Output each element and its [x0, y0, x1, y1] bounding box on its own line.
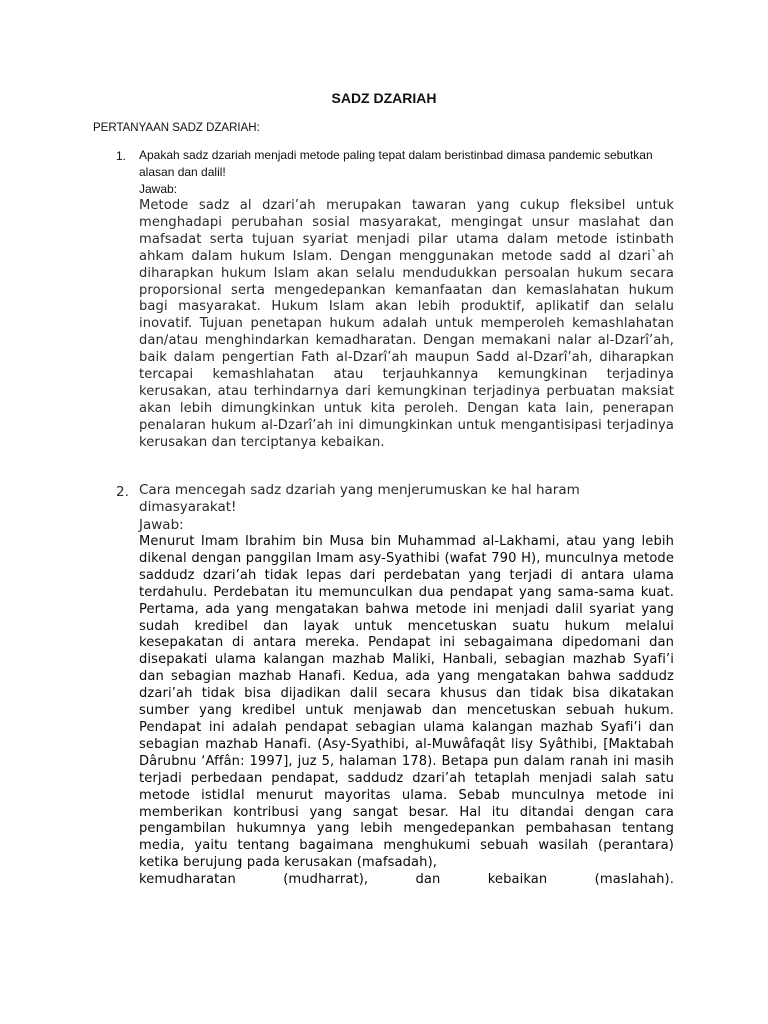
question-1-text: Apakah sadz dzariah menjadi metode paling tepat dalam beristinbad dimasa pandemic sebutkan alasan dan dalil!	[139, 148, 653, 179]
answer-2-body: Menurut Imam Ibrahim bin Musa bin Muhammad al-Lakhami, atau yang lebih dikenal dengan panggilan Imam asy-Syathibi (wafat 790 H), munculnya metode saddudz dzari’ah tidak lepas dari perdebatan yang terjadi di antara ulama terdahulu. Perdebatan itu memunculkan dua pendapat yang sama-sama kuat. Pertama, ada yang mengatakan bahwa metode ini menjadi dalil syariat yang sudah kredibel dan layak untuk mencetuskan suatu hukum melalui kesepakatan di antara mereka. Pendapat ini sebagaimana dipedomani dan disepakati ulama kalangan mazhab Maliki, Hanbali, sebagian mazhab Syafi’i dan sebagian mazhab Hanafi. Kedua, ada yang mengatakan bahwa saddudz dzari’ah tidak bisa dijadikan dalil secara khusus dan tidak bisa dikatakan sumber yang kredibel untuk menjawab dan mencetuskan sebuah hukum. Pendapat ini adalah pendapat sebagian ulama kalangan mazhab Syafi’i dan sebagian mazhab Hanafi. (Asy-Syathibi, al-Muwâfaqât lisy Syâthibi, [Maktabah Dârubnu ‘Affân: 1997], juz 5, halaman 178). Betapa pun dalam ranah ini masih terjadi perbedaan pendapat, saddudz dzari’ah tetaplah menjadi salah satu metode istidlal menurut mayoritas ulama. Sebab munculnya metode ini memberikan kontribusi yang sangat besar. Hal itu ditandai dengan cara pengambilan hukumnya yang lebih mengedepankan pembahasan tentang media, yaitu tentang bagaimana menghukumi sebuah wasilah (perantara) ketika berujung pada kerusakan (mafsadah),	[139, 534, 674, 871]
answer-2-label: Jawab:	[139, 517, 184, 533]
answer-2-paragraph	[139, 534, 674, 889]
question-number-2: 2.	[116, 484, 129, 500]
answer-1-paragraph: Metode sadz al dzari’ah merupakan tawaran yang cukup fleksibel untuk menghadapi perubahan sosial masyarakat, mengingat unsur maslahat dan mafsadat serta tujuan syariat menjadi pilar utama dalam metode istinbath ahkam dalam hukum Islam. Dengan menggunakan metode sadd al dzari`ah diharapkan hukum Islam akan selalu mendudukkan persoalan hukum secara proporsional serta mengedepankan kemanfaatan dan kemaslahatan hukum bagi masyarakat. Hukum Islam akan lebih produktif, aplikatif dan selalu inovatif. Tujuan penetapan hukum adalah untuk memperoleh kemashlahatan dan/atau menghindarkan kemadharatan. Dengan memakani nalar al-Dzarî’ah, baik dalam pengertian Fath al-Dzarî’ah maupun Sadd al-Dzarî’ah, diharapkan tercapai kemashlahatan atau terjauhkannya kemungkinan terjadinya kerusakan, atau terhindarnya dari kemungkinan terjadinya perbuatan maksiat akan lebih dimungkinkan untuk kita peroleh. Dengan kata lain, penerapan penalaran hukum al-Dzarî’ah ini dimungkinkan untuk mengantisipasi terjadinya kerusakan dan terciptanya kebaikan.	[139, 198, 674, 450]
answer-1-label: Jawab:	[139, 182, 178, 196]
question-number-1: 1.	[116, 149, 127, 163]
document-title: SADZ DZARIAH	[331, 90, 437, 106]
answer-2-last-line: kemudharatan (mudharrat), dan kebaikan (maslahah).	[139, 872, 674, 888]
section-heading: PERTANYAAN SADZ DZARIAH:	[93, 122, 260, 134]
question-2-text: Cara mencegah sadz dzariah yang menjerumuskan ke hal haram dimasyarakat!	[139, 482, 580, 515]
